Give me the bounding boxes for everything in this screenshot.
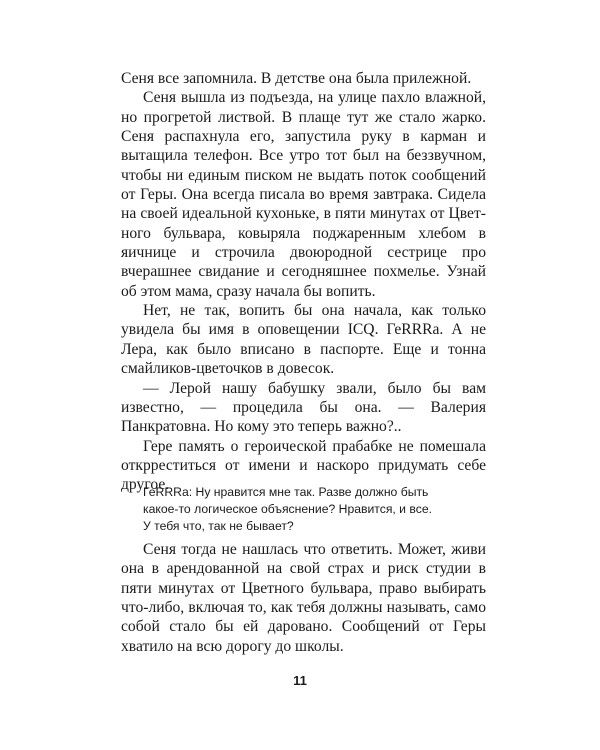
paragraph: Сеня вышла из подъезда, на улице пахло влажной, но прогретой листвой. В плаще тут же стало жарко. Сеня распахнула его, запустила руку в карман и вытащила телефон. Все утро тот был на беззвучном, чтобы ни единым писком не выдать поток сообщений от Геры. Она всегда писала во время завтрака. Сидела на своей идеальной кухоньке, в пяти минутах от Цветного бульвара, ковыряла поджаренным хлебом в яичнице и строчила двоюродной сестрице про вчерашнее свидание и сегодняшнее похмелье. Узнай об этом мама, сразу начала бы вопить. (121, 89, 486, 300)
body-text-bottom (121, 540, 486, 656)
chat-message (143, 484, 473, 535)
paragraph: Сеня все запомнила. В детстве она была прилежной. (121, 70, 472, 87)
chat-line: ГеRRRa: Ну нравится мне так. Разве должно быть (143, 485, 429, 499)
chat-line: У тебя что, так не бывает? (143, 519, 294, 533)
page-number: 11 (293, 673, 307, 688)
paragraph: — Лерой нашу бабушку звали, было бы вам известно, — процедила бы она. — Валерия Панкратовна. Но кому это теперь важно?.. (121, 379, 486, 436)
chat-line: какое-то логическое объяснение? Нравится, и все. (143, 502, 432, 516)
body-text-top (121, 69, 486, 495)
paragraph: Гере память о героической прабабке не помешала открреститься от имени и наскоро придумать себе другое. (121, 437, 486, 494)
paragraph: Сеня тогда не нашлась что ответить. Может, живи она в арендованной на свой страх и риск студии в пяти минутах от Цветного бульвара, право выбирать что-либо, включая то, как тебя должны называть, само собой стало бы ей даровано. Сообщений от Геры хватило на всю дорогу до школы. (121, 541, 486, 655)
paragraph: Нет, не так, вопить бы она начала, как только увидела бы имя в оповещении ICQ. ГеRRRa. А не Лера, как было вписано в паспорте. Еще и тонна смайликов-цветочков в довесок. (121, 302, 486, 378)
